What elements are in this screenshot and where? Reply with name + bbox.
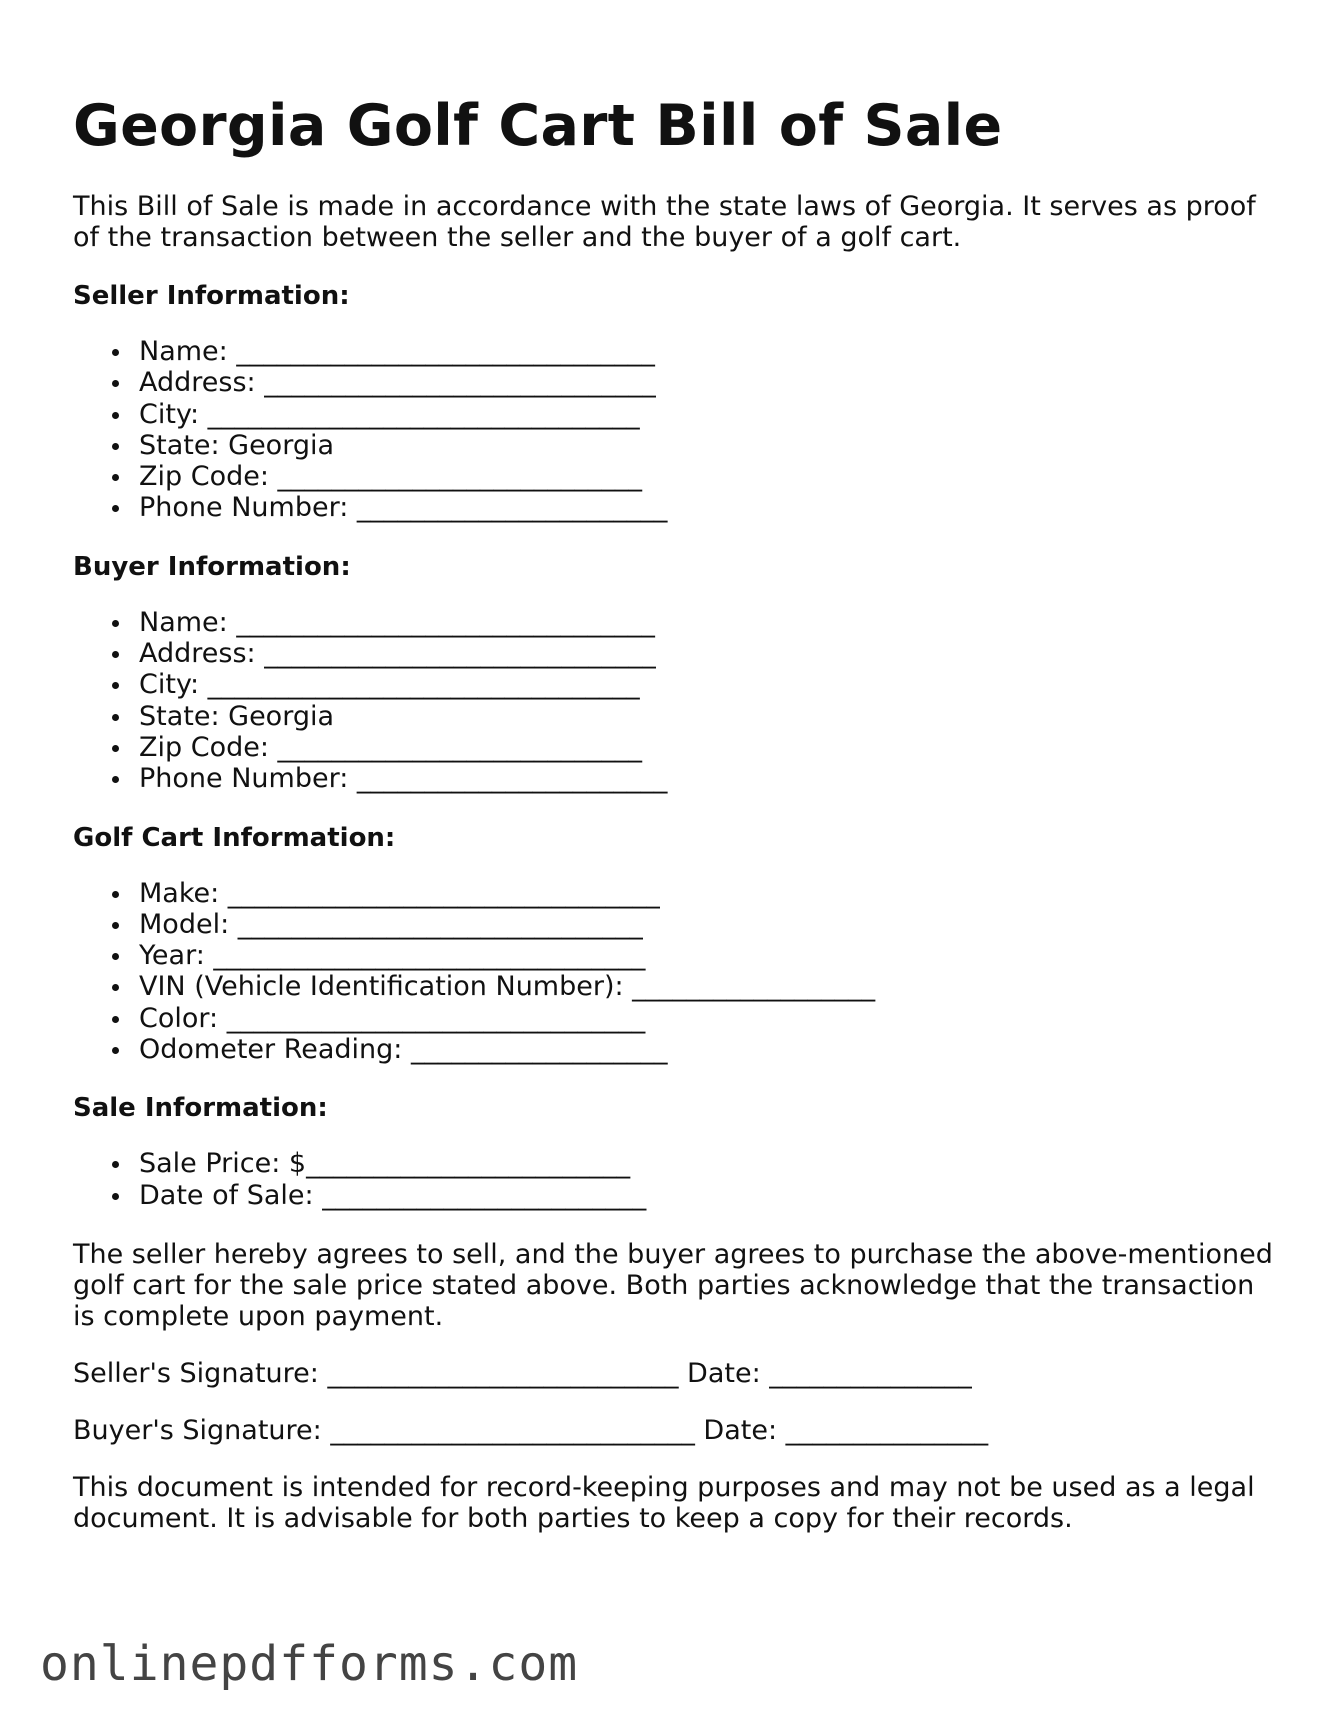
cart-odometer-field: Odometer Reading: ___________________ bbox=[112, 1034, 1273, 1065]
seller-city-field: City: ________________________________ bbox=[112, 399, 1273, 430]
sale-date-field: Date of Sale: ________________________ bbox=[112, 1180, 1273, 1211]
buyer-state-field: State: Georgia bbox=[112, 701, 1273, 732]
seller-state-field: State: Georgia bbox=[112, 430, 1273, 461]
cart-year-field: Year: ________________________________ bbox=[112, 940, 1273, 971]
cart-model-field: Model: ______________________________ bbox=[112, 909, 1273, 940]
buyer-heading: Buyer Information: bbox=[73, 551, 351, 582]
document-page bbox=[73, 0, 1273, 1534]
disclaimer-paragraph: This document is intended for record-keeping purposes and may not be used as a legal document. It is advisable for both parties to keep a copy for their records. bbox=[73, 1471, 1255, 1534]
agreement-paragraph: The seller hereby agrees to sell, and the buyer agrees to purchase the above-mentioned golf cart for the sale price stated above. Both parties acknowledge that the transaction is complete upon payment. bbox=[73, 1238, 1273, 1332]
buyer-city-field: City: ________________________________ bbox=[112, 669, 1273, 700]
buyer-name-field: Name: _______________________________ bbox=[112, 607, 1273, 638]
sale-list bbox=[73, 1148, 1273, 1211]
sale-heading: Sale Information: bbox=[73, 1093, 328, 1124]
cart-vin-field: VIN (Vehicle Identification Number): __________________ bbox=[112, 971, 1273, 1002]
seller-heading: Seller Information: bbox=[73, 281, 350, 311]
seller-list bbox=[73, 336, 1273, 524]
seller-phone-field: Phone Number: _______________________ bbox=[112, 492, 1273, 523]
buyer-address-field: Address: _____________________________ bbox=[112, 638, 1273, 669]
document-title: Georgia Golf Cart Bill of Sale bbox=[73, 93, 1003, 159]
buyer-list bbox=[73, 607, 1273, 795]
intro-paragraph: This Bill of Sale is made in accordance with the state laws of Georgia. It serves as proof of the transaction between the seller and the buyer of a golf cart. bbox=[73, 191, 1256, 253]
seller-address-field: Address: _____________________________ bbox=[112, 367, 1273, 398]
golf-cart-list bbox=[73, 878, 1273, 1066]
seller-zip-field: Zip Code: ___________________________ bbox=[112, 461, 1273, 492]
buyer-zip-field: Zip Code: ___________________________ bbox=[112, 732, 1273, 763]
seller-name-field: Name: _______________________________ bbox=[112, 336, 1273, 367]
cart-make-field: Make: ________________________________ bbox=[112, 878, 1273, 909]
buyer-phone-field: Phone Number: _______________________ bbox=[112, 763, 1273, 794]
sale-price-field: Sale Price: $________________________ bbox=[112, 1148, 1273, 1179]
site-watermark: onlinepdfforms.com bbox=[40, 1636, 579, 1692]
buyer-signature-line: Buyer's Signature: ___________________________ Date: _______________ bbox=[73, 1414, 989, 1446]
seller-signature-line: Seller's Signature: __________________________ Date: _______________ bbox=[73, 1357, 972, 1389]
cart-color-field: Color: _______________________________ bbox=[112, 1003, 1273, 1034]
golf-cart-heading: Golf Cart Information: bbox=[73, 822, 396, 853]
